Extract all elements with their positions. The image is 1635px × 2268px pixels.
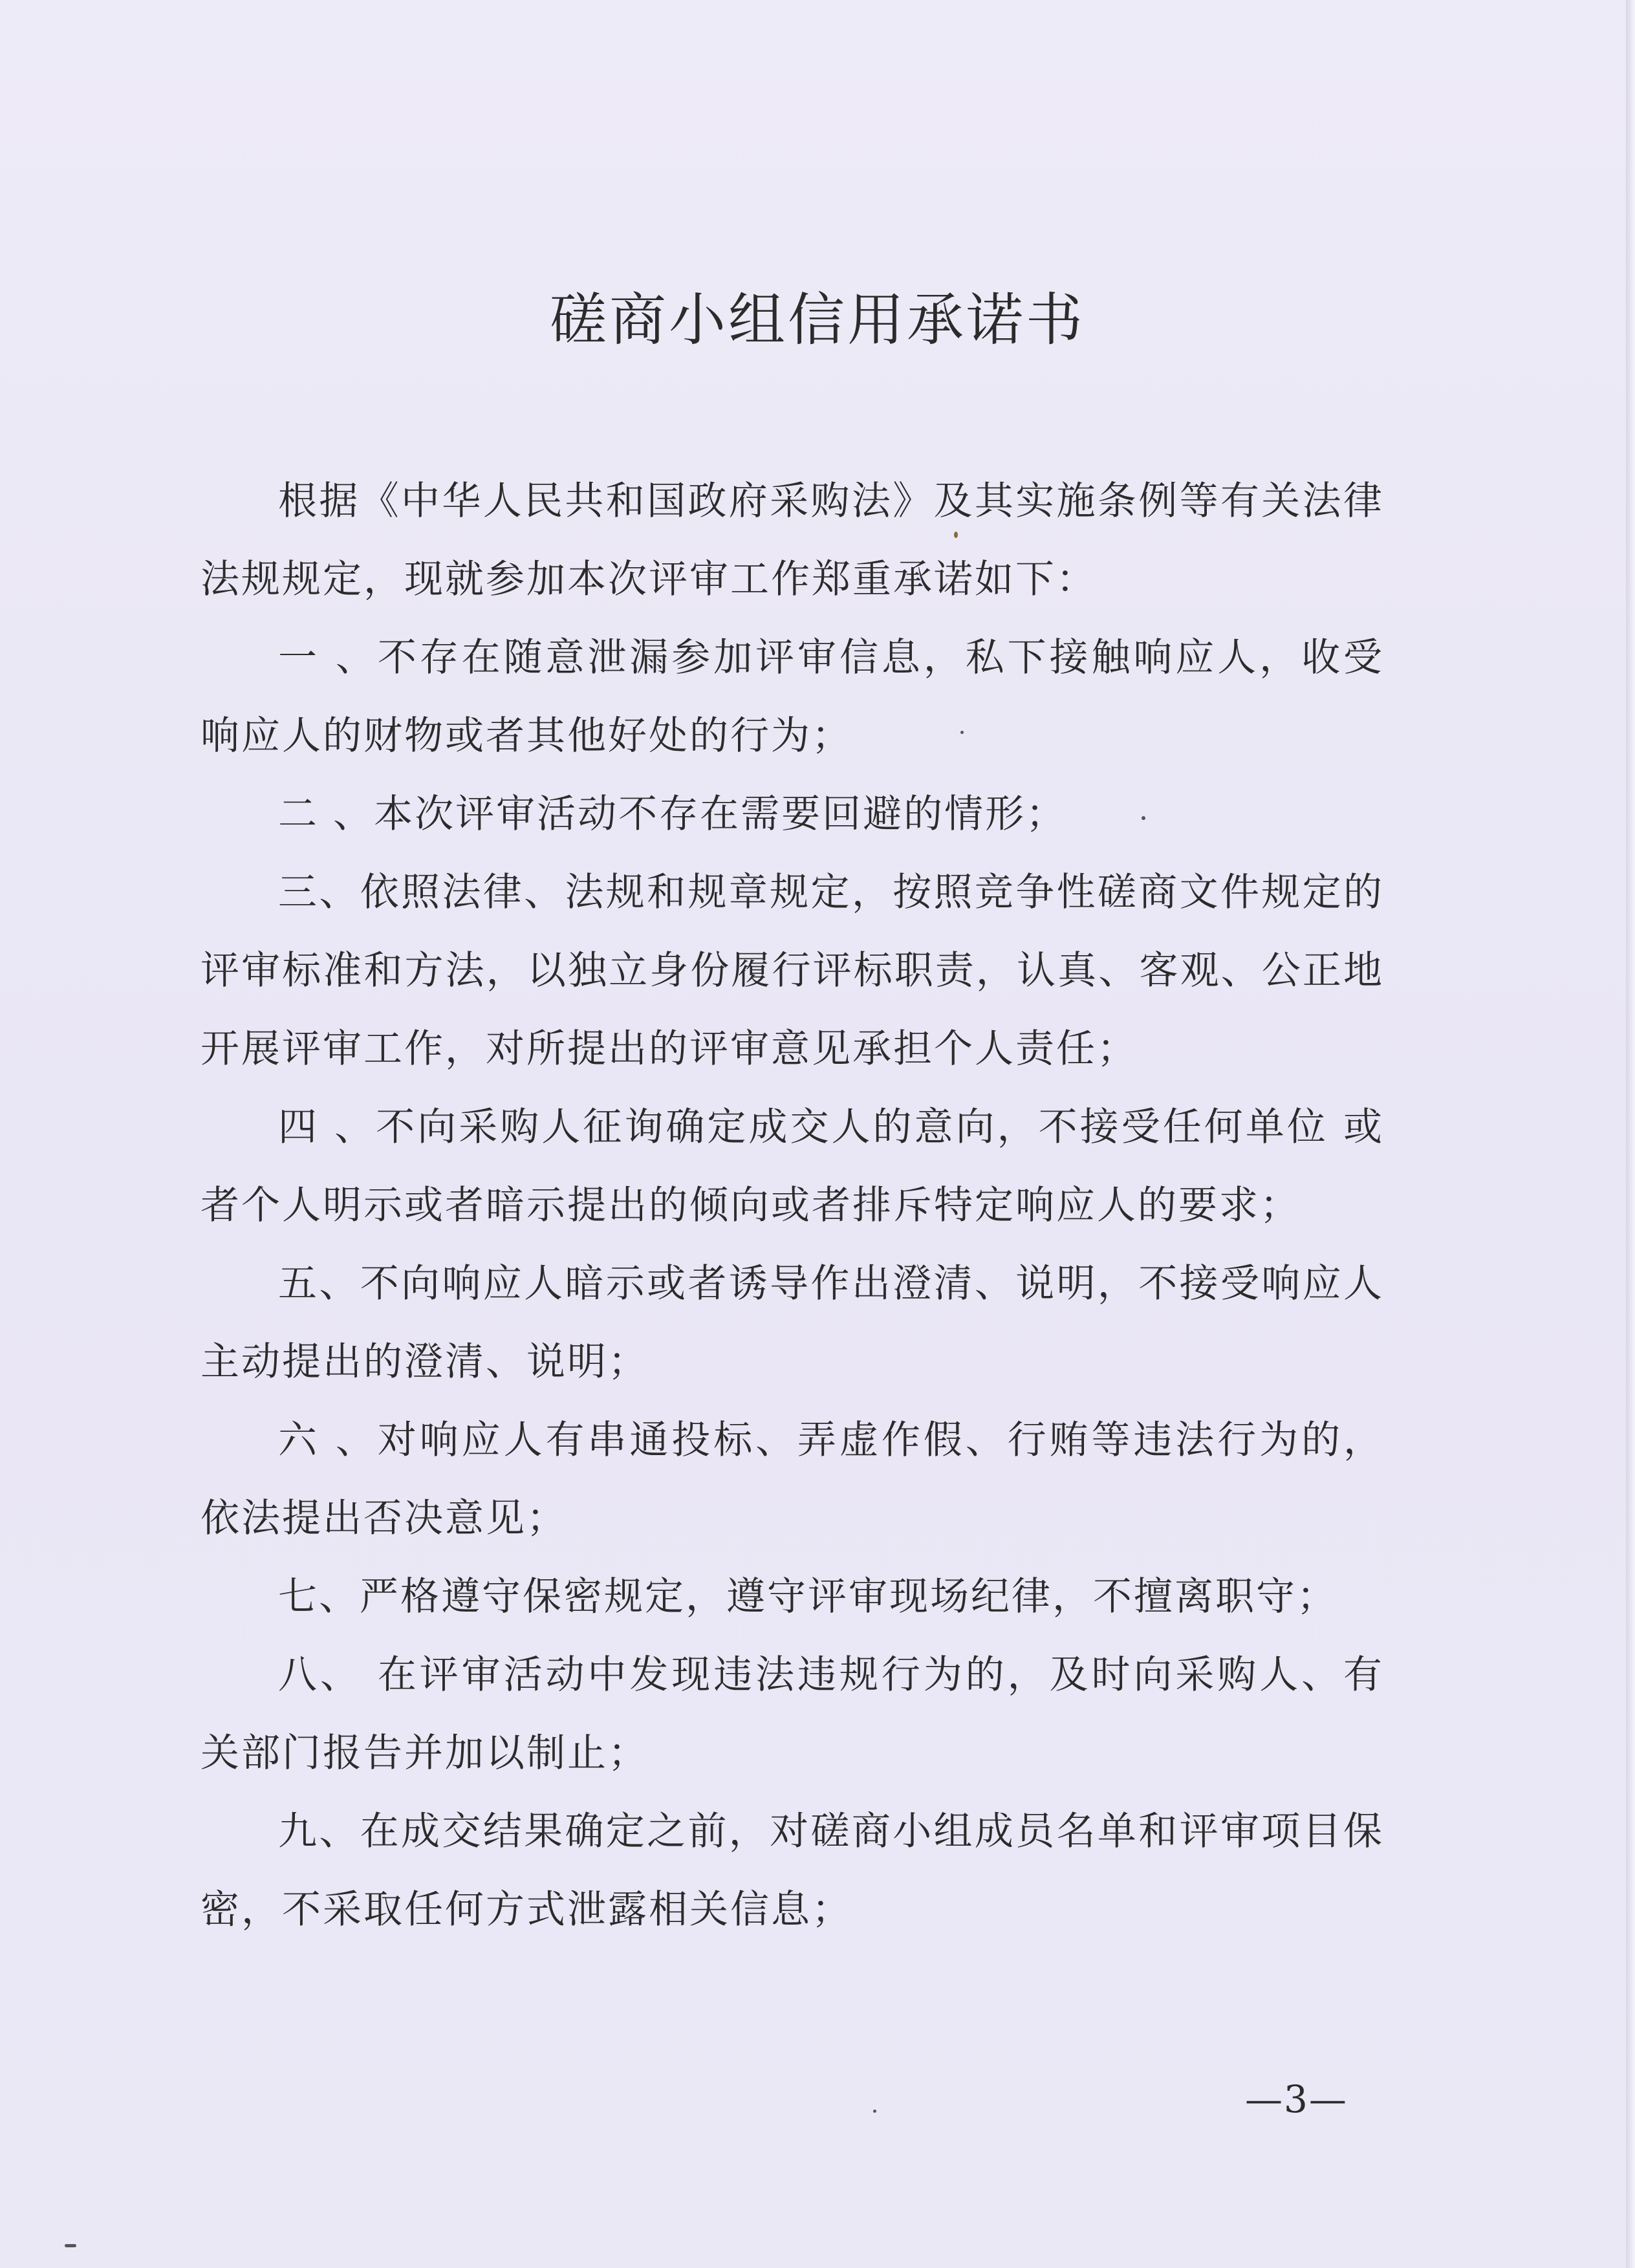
paragraph-item-2: 二 、本次评审活动不存在需要回避的情形；	[278, 792, 1067, 837]
paragraph-item-6: 六 、对响应人有串通投标、弄虚作假、行贿等违法行为的，依法提出否决意见；	[200, 1418, 1384, 1541]
page-number: —3—	[1245, 2077, 1348, 2121]
paragraph-item-9: 九、在成交结果确定之前，对磋商小组成员名单和评审项目保密，不采取任何方式泄露相关信息；	[200, 1809, 1384, 1932]
scan-speck	[1142, 816, 1145, 820]
paragraph-item-1: 一 、不存在随意泄漏参加评审信息，私下接触响应人，收受响应人的财物或者其他好处的行为；	[200, 635, 1384, 759]
paragraph-item-7: 七、严格遵守保密规定，遵守评审现场纪律，不擅离职守；	[278, 1574, 1337, 1619]
scan-speck	[954, 532, 958, 538]
document-body	[200, 462, 1384, 1949]
paragraph-item-5: 五、不向响应人暗示或者诱导作出澄清、说明，不接受响应人主动提出的澄清、说明；	[200, 1261, 1384, 1385]
document-title: 磋商小组信用承诺书	[549, 286, 1085, 353]
paragraph-intro: 根据《中华人民共和国政府采购法》及其实施条例等有关法律法规规定，现就参加本次评审工作郑重承诺如下：	[200, 479, 1384, 602]
scan-speck	[960, 731, 964, 734]
scan-speck	[873, 2110, 876, 2113]
scan-speck	[65, 2244, 76, 2247]
paragraph-item-8: 八、 在评审活动中发现违法违规行为的，及时向采购人、有关部门报告并加以制止；	[200, 1652, 1384, 1776]
paragraph-item-3: 三、依照法律、法规和规章规定，按照竞争性磋商文件规定的评审标准和方法，以独立身份履行评标职责，认真、客观、公正地开展评审工作，对所提出的评审意见承担个人责任；	[200, 870, 1384, 1072]
paragraph-item-4: 四 、不向采购人征询确定成交人的意向，不接受任何单位 或者个人明示或者暗示提出的倾向或者排斥特定响应人的要求；	[200, 1105, 1384, 1228]
